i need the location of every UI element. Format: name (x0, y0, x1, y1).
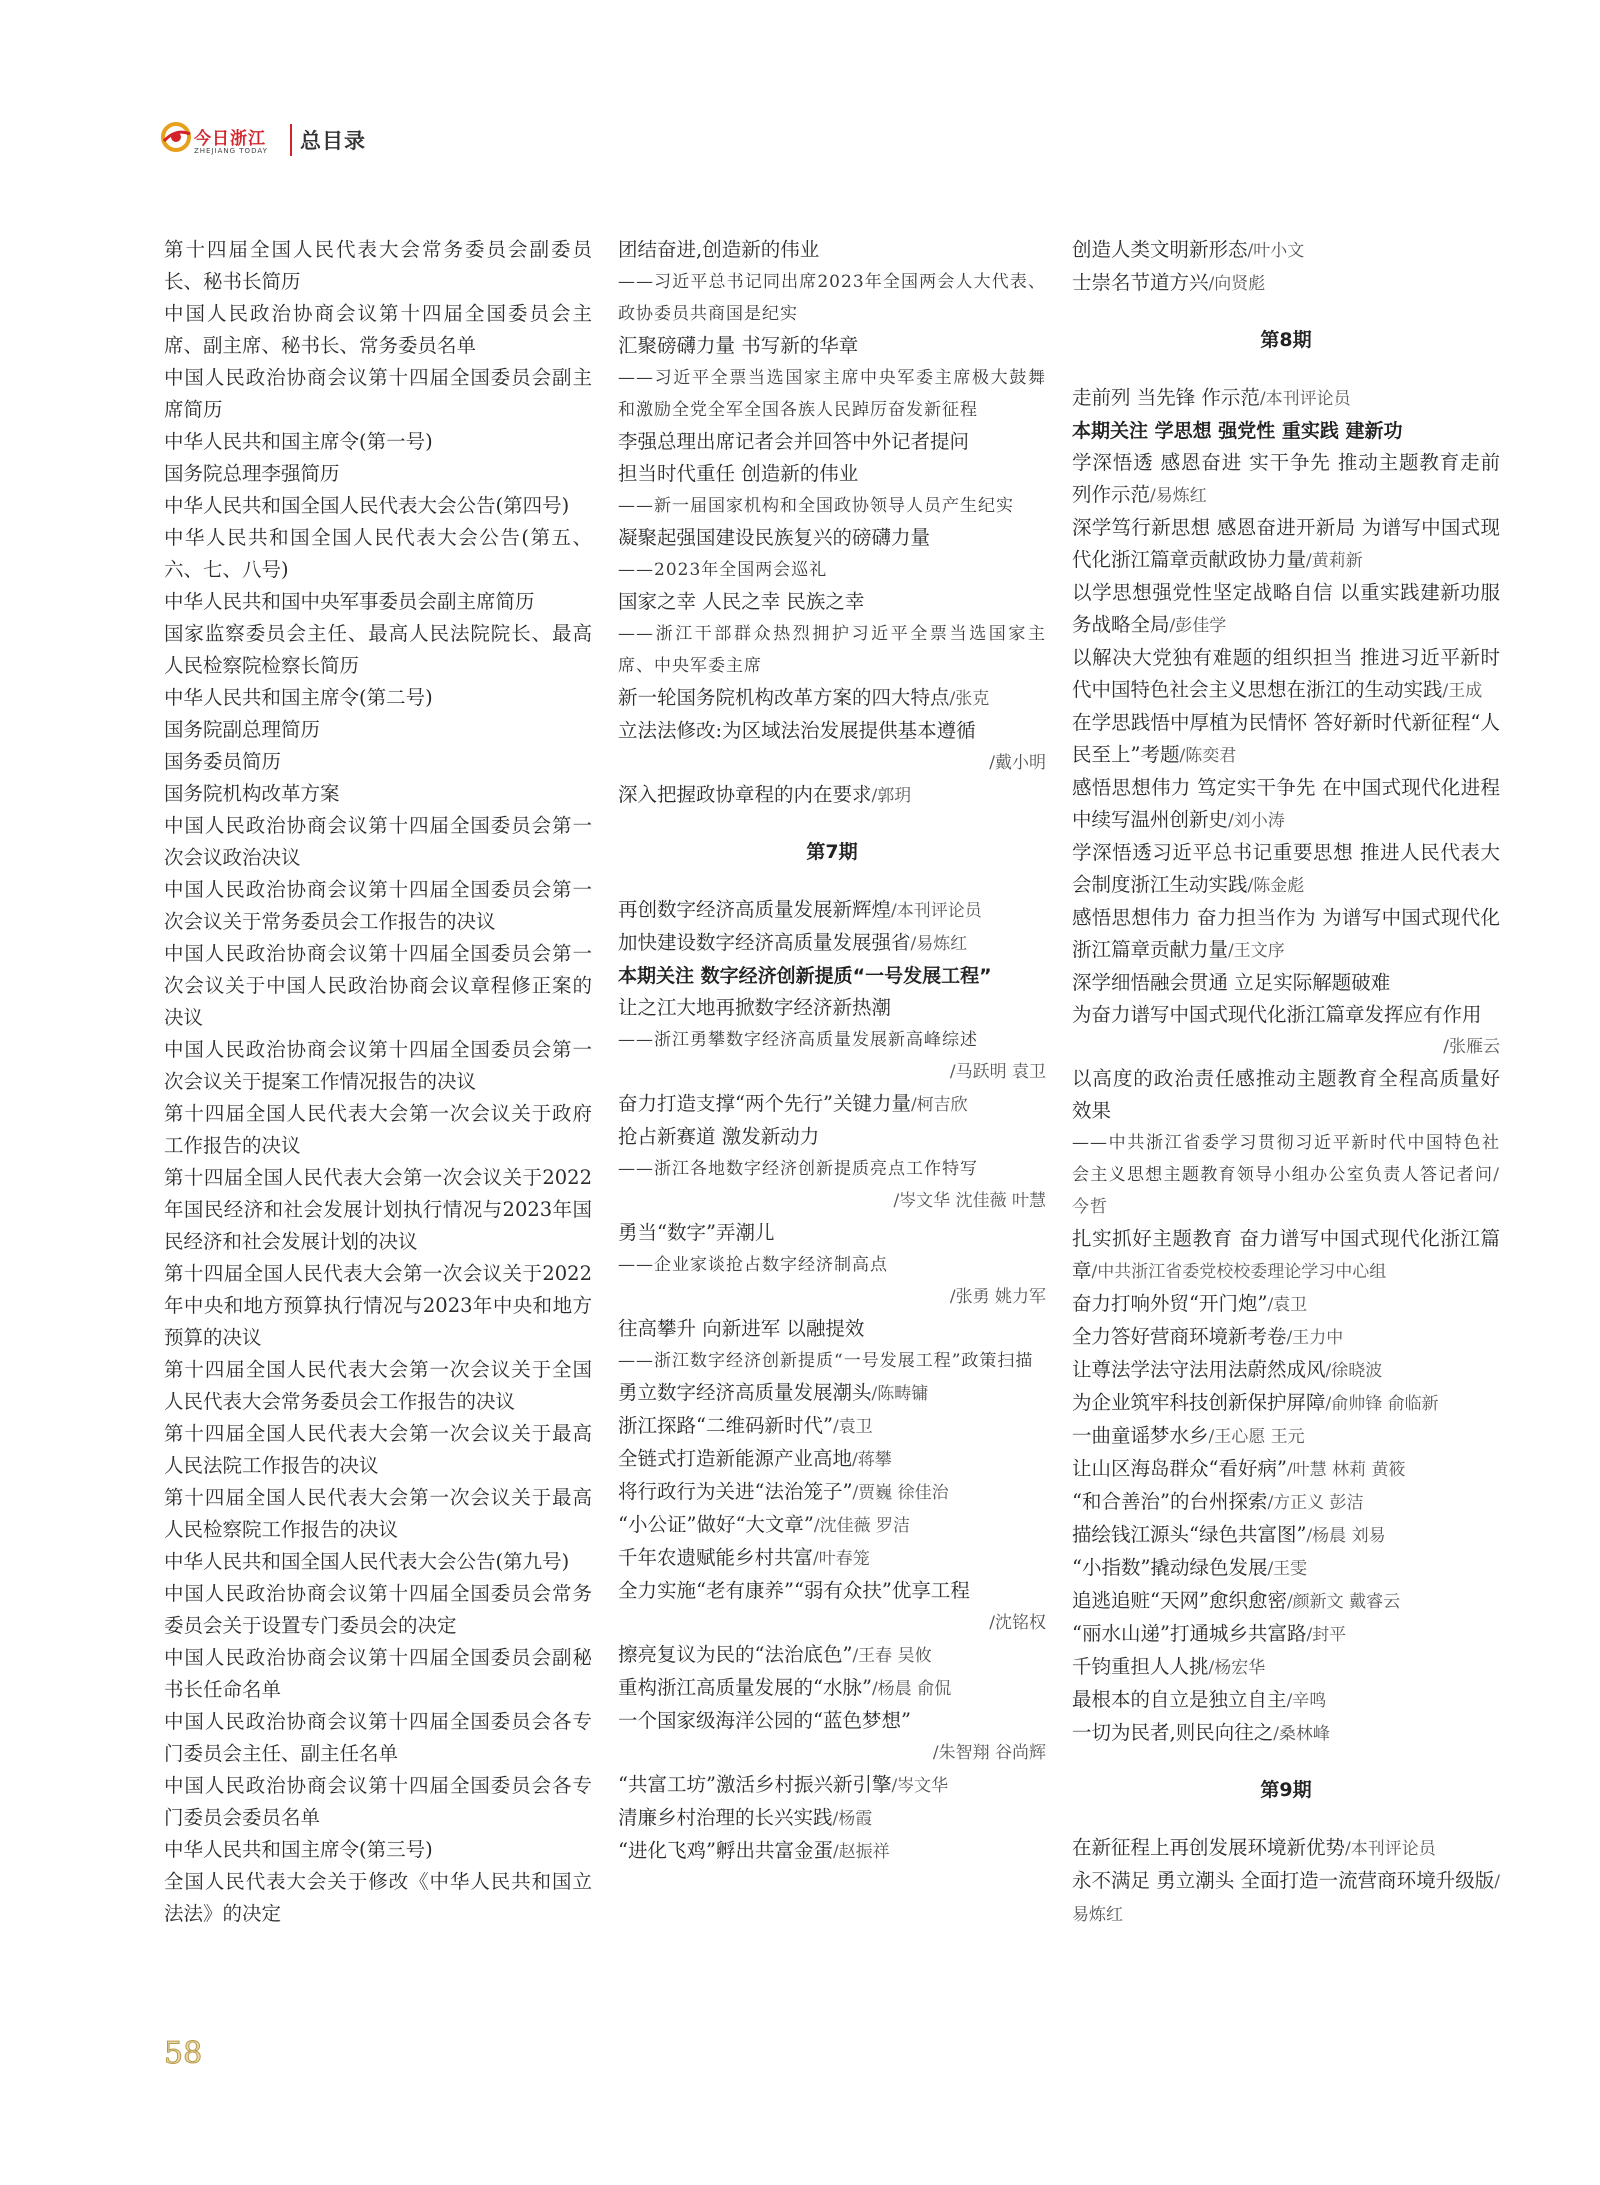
toc-entry (164, 1706, 592, 1770)
toc-entry (1072, 1717, 1500, 1750)
toc-entry (1072, 772, 1500, 837)
entry-title: 一曲童谣梦水乡 (1072, 1424, 1209, 1447)
toc-entry (1072, 1519, 1500, 1552)
entry-title: 中国人民政治协商会议第十四届全国委员会第一次会议关于提案工作情况报告的决议 (164, 1038, 592, 1093)
toc-entry (1072, 1865, 1500, 1931)
toc-entry (164, 1642, 592, 1706)
toc-entry (1072, 1618, 1500, 1651)
entry-author: /叶慧 林莉 黄筱 (1286, 1460, 1406, 1480)
entry-author: /王成 (1442, 681, 1483, 701)
toc-entry (1072, 1288, 1500, 1321)
toc-entry (1072, 1063, 1500, 1127)
toc-entry (164, 1418, 592, 1482)
entry-author: /颜新文 戴睿云 (1286, 1592, 1401, 1612)
entry-title: 在学思践悟中厚植为民情怀 答好新时代新征程“人民至上”考题 (1072, 711, 1500, 766)
toc-entry (618, 1542, 1046, 1575)
toc-entry (618, 618, 1046, 682)
author-line (618, 747, 1046, 779)
toc-entry (1072, 642, 1500, 707)
entry-title: 第十四届全国人民代表大会第一次会议关于2022年中央和地方预算执行情况与2023年中央和地方预算的决议 (164, 1262, 592, 1349)
entry-title: 中国人民政治协商会议第十四届全国委员会主席、副主席、秘书长、常务委员名单 (164, 302, 592, 357)
toc-entry (1072, 837, 1500, 902)
entry-author: /易炼红 (1072, 1872, 1500, 1925)
toc-entry (618, 1672, 1046, 1705)
toc-entry (618, 586, 1046, 618)
entry-title: 国务委员简历 (164, 750, 282, 773)
entry-title: 以高度的政治责任感推动主题教育全程高质量好效果 (1072, 1067, 1500, 1122)
entry-title: 学深悟透 感恩奋进 实干争先 推动主题教育走前列作示范 (1072, 451, 1500, 506)
entry-title: ——新一届国家机构和全国政协领导人员产生纪实 (618, 496, 1014, 516)
entry-title: 第十四届全国人民代表大会第一次会议关于最高人民检察院工作报告的决议 (164, 1486, 592, 1541)
entry-author: /岑文华 (891, 1776, 949, 1796)
toc-entry (1072, 1486, 1500, 1519)
entry-title: 奋力打造支撑“两个先行”关键力量 (618, 1092, 911, 1115)
toc-entry (618, 894, 1046, 927)
entry-author: /王心愿 王元 (1208, 1427, 1305, 1447)
toc-entry (618, 1345, 1046, 1377)
entry-author: /易炼红 (1150, 486, 1207, 506)
entry-author: /袁卫 (832, 1417, 873, 1437)
toc-entry (618, 490, 1046, 522)
toc-entry (164, 1770, 592, 1834)
entry-author: /郭玥 (871, 786, 912, 806)
toc-entry (618, 1575, 1046, 1607)
entry-title: 勇当“数字”弄潮儿 (618, 1221, 775, 1244)
toc-entry (164, 1578, 592, 1642)
toc-entry (164, 458, 592, 490)
entry-title: 第十四届全国人民代表大会第一次会议关于最高人民法院工作报告的决议 (164, 1422, 592, 1477)
toc-entry (618, 1769, 1046, 1802)
toc-entry (1072, 1832, 1500, 1865)
entry-title: 最根本的自立是独立自主 (1072, 1688, 1287, 1711)
entry-title: 国家监察委员会主任、最高人民法院院长、最高人民检察院检察长简历 (164, 622, 592, 677)
entry-title: “小指数”撬动绿色发展 (1072, 1556, 1268, 1579)
toc-entry (618, 1249, 1046, 1281)
toc-entry (164, 1258, 592, 1354)
entry-title: 感悟思想伟力 笃定实干争先 在中国式现代化进程中续写温州创新史 (1072, 776, 1500, 831)
entry-title: ——中共浙江省委学习贯彻习近平新时代中国特色社会主义思想主题教育领导小组办公室负责人答记者问 (1072, 1133, 1500, 1185)
toc-entry (1072, 1387, 1500, 1420)
entry-author: /陈金彪 (1247, 876, 1305, 896)
toc-entry (618, 1377, 1046, 1410)
entry-author: /王春 吴攸 (852, 1646, 932, 1666)
toc-entry (618, 779, 1046, 812)
author-line (1072, 1031, 1500, 1063)
entry-author: /本刊评论员 (1259, 389, 1351, 409)
entry-title: “和合善治”的台州探索 (1072, 1490, 1268, 1513)
toc-entry (164, 1834, 592, 1866)
entry-title: ——2023年全国两会巡礼 (618, 560, 828, 580)
entry-title: 浙江探路“二维码新时代” (618, 1414, 833, 1437)
toc-entry (618, 362, 1046, 426)
entry-title: 李强总理出席记者会并回答中外记者提问 (618, 430, 970, 453)
toc-entry (618, 1024, 1046, 1056)
entry-title: 团结奋进,创造新的伟业 (618, 238, 820, 261)
entry-title: 全链式打造新能源产业高地 (618, 1447, 853, 1470)
entry-title: 重构浙江高质量发展的“水脉” (618, 1676, 872, 1699)
entry-author: /彭佳学 (1169, 616, 1227, 636)
entry-title: 感悟思想伟力 奋力担当作为 为谱写中国式现代化浙江篇章贡献力量 (1072, 906, 1500, 961)
entry-title: 学深悟透习近平总书记重要思想 推进人民代表大会制度浙江生动实践 (1072, 841, 1500, 896)
entry-title: 勇立数字经济高质量发展潮头 (618, 1381, 872, 1404)
entry-author: /桑林峰 (1273, 1724, 1330, 1744)
entry-title: /马跃明 袁卫 (949, 1062, 1046, 1082)
entry-title: 中国人民政治协商会议第十四届全国委员会第一次会议政治决议 (164, 814, 592, 869)
entry-author: /刘小涛 (1228, 811, 1285, 831)
toc-entry (164, 1098, 592, 1162)
entry-title: 全力实施“老有康养”“弱有众扶”优享工程 (618, 1579, 970, 1602)
entry-title: 中华人民共和国主席令(第三号) (164, 1838, 433, 1861)
entry-title: /岑文华 沈佳薇 叶慧 (893, 1191, 1046, 1211)
toc-entry (164, 426, 592, 458)
entry-title: 千钧重担人人挑 (1072, 1655, 1209, 1678)
toc-entry (1072, 1684, 1500, 1717)
toc-entry (1072, 1651, 1500, 1684)
entry-title: 中国人民政治协商会议第十四届全国委员会常务委员会关于设置专门委员会的决定 (164, 1582, 592, 1637)
entry-title: 中国人民政治协商会议第十四届全国委员会副主席简历 (164, 366, 592, 421)
entry-title: 清廉乡村治理的长兴实践 (618, 1806, 833, 1829)
toc-entry (1072, 234, 1500, 267)
toc-column-1 (164, 234, 592, 1930)
entry-author: /杨霞 (832, 1809, 873, 1829)
entry-title: 深学笃行新思想 感恩奋进开新局 为谱写中国式现代化浙江篇章贡献政协力量 (1072, 516, 1500, 571)
toc-entry (1072, 707, 1500, 772)
sun-logo-icon (160, 120, 194, 154)
entry-title: 第十四届全国人民代表大会常务委员会副委员长、秘书长简历 (164, 238, 592, 293)
entry-title: /张雁云 (1443, 1037, 1500, 1057)
entry-title: 抢占新赛道 激发新动力 (618, 1125, 820, 1148)
entry-title: 让山区海岛群众“看好病” (1072, 1457, 1287, 1480)
entry-title: 深入把握政协章程的内在要求 (618, 783, 872, 806)
entry-title: 千年农遗赋能乡村共富 (618, 1546, 814, 1569)
toc-entry (164, 714, 592, 746)
entry-author: /易炼红 (910, 934, 968, 954)
toc-entry (164, 490, 592, 522)
entry-author: /杨宏华 (1208, 1658, 1266, 1678)
toc-entry (618, 458, 1046, 490)
entry-title: 加快建设数字经济高质量发展强省 (618, 931, 911, 954)
entry-title: 为企业筑牢科技创新保护屏障 (1072, 1391, 1326, 1414)
toc-entry (1072, 1420, 1500, 1453)
toc-entry (1072, 1552, 1500, 1585)
author-line (618, 1185, 1046, 1217)
page-header (160, 118, 366, 162)
toc-entry (164, 938, 592, 1034)
toc-entry (164, 810, 592, 874)
entry-title: /沈铭权 (989, 1613, 1046, 1633)
toc-entry (164, 1866, 592, 1930)
entry-title: “小公证”做好“大文章” (618, 1513, 814, 1536)
entry-author: /本刊评论员 (891, 901, 982, 921)
toc-entry (618, 1835, 1046, 1868)
brand-logo (160, 120, 280, 160)
entry-author: /今哲 (1072, 1165, 1500, 1217)
toc-entry (164, 234, 592, 298)
entry-author: /贾巍 徐佳治 (852, 1483, 949, 1503)
toc-entry (618, 1410, 1046, 1443)
entry-title: /张勇 姚力军 (949, 1287, 1046, 1307)
toc-entry (618, 1639, 1046, 1672)
entry-author: /黄莉新 (1306, 551, 1363, 571)
entry-author: /本刊评论员 (1345, 1839, 1436, 1859)
author-line (618, 1056, 1046, 1088)
toc-entry (618, 426, 1046, 458)
toc-entry (618, 1802, 1046, 1835)
brand-name: 今日浙江 (194, 129, 266, 149)
entry-title: “共富工坊”激活乡村振兴新引擎 (618, 1773, 892, 1796)
toc-entry (164, 1354, 592, 1418)
entry-title: 为奋力谱写中国式现代化浙江篇章发挥应有作用 (1072, 1003, 1482, 1026)
toc-entry (618, 1121, 1046, 1153)
entry-author: /叶春笼 (813, 1549, 870, 1569)
toc-entry (618, 1153, 1046, 1185)
entry-author: /沈佳薇 罗洁 (813, 1516, 911, 1536)
entry-author: /向贤彪 (1208, 274, 1266, 294)
toc-entry (618, 1443, 1046, 1476)
entry-title: 士崇名节道方兴 (1072, 271, 1209, 294)
toc-entry (164, 1482, 592, 1546)
entry-author: /杨晨 俞侃 (871, 1679, 952, 1699)
toc-entry (618, 522, 1046, 554)
entry-title: ——企业家谈抢占数字经济制高点 (618, 1255, 888, 1275)
entry-title: 担当时代重任 创造新的伟业 (618, 462, 859, 485)
toc-entry (618, 1313, 1046, 1345)
author-line (618, 1737, 1046, 1769)
toc-entry (164, 1034, 592, 1098)
toc-entry (1072, 999, 1500, 1031)
toc-entry (164, 1162, 592, 1258)
entry-author: /俞帅锋 俞临新 (1325, 1394, 1439, 1414)
entry-title: ——浙江数字经济创新提质“一号发展工程”政策扫描 (618, 1351, 1034, 1371)
entry-author: /杨晨 刘易 (1306, 1526, 1386, 1546)
toc-entry (164, 586, 592, 618)
entry-title: 深学细悟融会贯通 立足实际解题破难 (1072, 971, 1391, 994)
toc-entry (164, 298, 592, 362)
toc-entry (1072, 512, 1500, 577)
entry-title: 扎实抓好主题教育 奋力谱写中国式现代化浙江篇章 (1072, 1227, 1500, 1282)
entry-title: 本期关注 学思想 强党性 重实践 建新功 (1072, 420, 1403, 442)
entry-title: 让之江大地再掀数字经济新热潮 (618, 996, 892, 1019)
toc-entry (1072, 382, 1500, 415)
toc-entry (618, 682, 1046, 715)
entry-title: 中华人民共和国主席令(第二号) (164, 686, 433, 709)
entry-title: 往高攀升 向新进军 以融提效 (618, 1317, 865, 1340)
entry-title: ——习近平总书记同出席2023年全国两会人大代表、政协委员共商国是纪实 (618, 272, 1046, 324)
entry-title: ——浙江干部群众热烈拥护习近平全票当选国家主席、中央军委主席 (618, 624, 1046, 676)
entry-title: ——浙江各地数字经济创新提质亮点工作特写 (618, 1159, 978, 1179)
toc-entry (1072, 447, 1500, 512)
entry-title: /朱智翔 谷尚辉 (932, 1743, 1046, 1763)
toc-entry (618, 927, 1046, 960)
entry-title: 新一轮国务院机构改革方案的四大特点 (618, 686, 950, 709)
entry-title: 一切为民者,则民向往之 (1072, 1721, 1274, 1744)
entry-title: 中华人民共和国全国人民代表大会公告(第九号) (164, 1550, 570, 1573)
entry-author: /方正义 彭洁 (1267, 1493, 1364, 1513)
entry-title: 创造人类文明新形态 (1072, 238, 1248, 261)
toc-entry (618, 554, 1046, 586)
entry-title: 立法法修改:为区域法治发展提供基本遵循 (618, 719, 976, 742)
toc-entry (164, 362, 592, 426)
entry-title: 中国人民政治协商会议第十四届全国委员会副秘书长任命名单 (164, 1646, 592, 1701)
entry-title: 以学思想强党性坚定战略自信 以重实践建新功服务战略全局 (1072, 581, 1500, 636)
toc-entry (618, 1217, 1046, 1249)
toc-entry (164, 778, 592, 810)
entry-author: /徐晓波 (1325, 1361, 1383, 1381)
toc-entry (618, 266, 1046, 330)
toc-entry (164, 618, 592, 682)
toc-column-2 (618, 234, 1046, 1868)
toc-entry (164, 874, 592, 938)
entry-title: 本期关注 数字经济创新提质“一号发展工程” (618, 965, 992, 987)
entry-author: /袁卫 (1267, 1295, 1308, 1315)
toc-entry (1072, 1127, 1500, 1223)
entry-title: 国家之幸 人民之幸 民族之幸 (618, 590, 865, 613)
toc-entry (1072, 967, 1500, 999)
entry-title: 擦亮复议为民的“法治底色” (618, 1643, 853, 1666)
entry-title: 凝聚起强国建设民族复兴的磅礴力量 (618, 526, 931, 549)
toc-entry (1072, 1354, 1500, 1387)
toc-entry (164, 682, 592, 714)
entry-author: /张克 (949, 689, 990, 709)
toc-entry (618, 1088, 1046, 1121)
entry-title: 描绘钱江源头“绿色共富图” (1072, 1523, 1307, 1546)
entry-author: /柯吉欣 (910, 1095, 968, 1115)
toc-entry (164, 522, 592, 586)
toc-entry (1072, 1453, 1500, 1486)
page-number: 58 (164, 2036, 203, 2071)
toc-entry (618, 1476, 1046, 1509)
entry-author: /陈奕君 (1179, 746, 1237, 766)
entry-title: 全国人民代表大会关于修改《中华人民共和国立法法》的决定 (164, 1870, 592, 1925)
entry-title: 第十四届全国人民代表大会第一次会议关于全国人民代表大会常务委员会工作报告的决议 (164, 1358, 592, 1413)
brand-name-en: ZHEJIANG TODAY (194, 147, 268, 155)
toc-entry (618, 1509, 1046, 1542)
entry-title: 以解决大党独有难题的组织担当 推进习近平新时代中国特色社会主义思想在浙江的生动实践 (1072, 646, 1500, 701)
entry-title: 让尊法学法守法用法蔚然成风 (1072, 1358, 1326, 1381)
toc-entry (1072, 1321, 1500, 1354)
entry-title: 中华人民共和国中央军事委员会副主席简历 (164, 590, 535, 613)
entry-title: 永不满足 勇立潮头 全面打造一流营商环境升级版 (1072, 1869, 1495, 1892)
entry-title: 第十四届全国人民代表大会第一次会议关于2022年国民经济和社会发展计划执行情况与2023年国民经济和社会发展计划的决议 (164, 1166, 592, 1253)
toc-entry (1072, 577, 1500, 642)
entry-author: /王雯 (1267, 1559, 1308, 1579)
entry-title: 中国人民政治协商会议第十四届全国委员会各专门委员会主任、副主任名单 (164, 1710, 592, 1765)
focus-heading (618, 960, 1046, 992)
entry-title: 将行政行为关进“法治笼子” (618, 1480, 853, 1503)
entry-title: 再创数字经济高质量发展新辉煌 (618, 898, 892, 921)
entry-author: /叶小文 (1247, 241, 1305, 261)
entry-title: 奋力打响外贸“开门炮” (1072, 1292, 1268, 1315)
toc-entry (164, 1546, 592, 1578)
toc-column-3 (1072, 234, 1500, 1931)
header-divider (290, 124, 292, 156)
entry-title: ——习近平全票当选国家主席中央军委主席极大鼓舞和激励全党全军全国各族人民踔厉奋发新征程 (618, 368, 1046, 420)
entry-title: 汇聚磅礴力量 书写新的华章 (618, 334, 859, 357)
entry-title: 全力答好营商环境新考卷 (1072, 1325, 1287, 1348)
entry-title: “丽水山递”打通城乡共富路 (1072, 1622, 1307, 1645)
author-line (618, 1281, 1046, 1313)
entry-title: 在新征程上再创发展环境新优势 (1072, 1836, 1346, 1859)
entry-title: 中华人民共和国主席令(第一号) (164, 430, 433, 453)
entry-title: /戴小明 (989, 753, 1046, 773)
entry-title: 国务院副总理简历 (164, 718, 321, 741)
entry-author: /王力中 (1286, 1328, 1344, 1348)
entry-title: ——浙江勇攀数字经济高质量发展新高峰综述 (618, 1030, 978, 1050)
entry-title: 中华人民共和国全国人民代表大会公告(第五、六、七、八号) (164, 526, 592, 581)
toc-entry (164, 746, 592, 778)
entry-title: “进化飞鸡”孵出共富金蛋 (618, 1839, 833, 1862)
entry-title: 国务院机构改革方案 (164, 782, 340, 805)
entry-title: 第十四届全国人民代表大会第一次会议关于政府工作报告的决议 (164, 1102, 592, 1157)
entry-title: 中国人民政治协商会议第十四届全国委员会第一次会议关于常务委员会工作报告的决议 (164, 878, 592, 933)
issue-heading: 第7期 (806, 841, 858, 863)
toc-entry (618, 330, 1046, 362)
entry-author: /中共浙江省委党校校委理论学习中心组 (1091, 1262, 1387, 1282)
entry-author: /赵振祥 (832, 1842, 890, 1862)
entry-title: 走前列 当先锋 作示范 (1072, 386, 1260, 409)
entry-title: 国务院总理李强简历 (164, 462, 340, 485)
toc-entry (618, 1705, 1046, 1737)
toc-entry (618, 715, 1046, 747)
issue-heading: 第9期 (1260, 1779, 1312, 1801)
toc-entry (1072, 902, 1500, 967)
toc-entry (618, 992, 1046, 1024)
entry-title: 一个国家级海洋公园的“蓝色梦想” (618, 1709, 911, 1732)
entry-author: /封平 (1306, 1625, 1347, 1645)
entry-author: /辛鸣 (1286, 1691, 1327, 1711)
entry-title: 中国人民政治协商会议第十四届全国委员会第一次会议关于中国人民政治协商会议章程修正案的决议 (164, 942, 592, 1029)
entry-author: /陈畴镛 (871, 1384, 929, 1404)
toc-entry (1072, 267, 1500, 300)
focus-heading (1072, 415, 1500, 447)
entry-title: 追逃追赃“天网”愈织愈密 (1072, 1589, 1287, 1612)
entry-title: 中国人民政治协商会议第十四届全国委员会各专门委员会委员名单 (164, 1774, 592, 1829)
toc-entry (618, 234, 1046, 266)
entry-title: 中华人民共和国全国人民代表大会公告(第四号) (164, 494, 570, 517)
section-title: 总目录 (300, 129, 366, 153)
toc-entry (1072, 1223, 1500, 1288)
toc-entry (1072, 1585, 1500, 1618)
issue-heading: 第8期 (1260, 329, 1312, 351)
author-line (618, 1607, 1046, 1639)
entry-author: /蒋攀 (852, 1450, 892, 1470)
entry-author: /王文序 (1228, 941, 1285, 961)
